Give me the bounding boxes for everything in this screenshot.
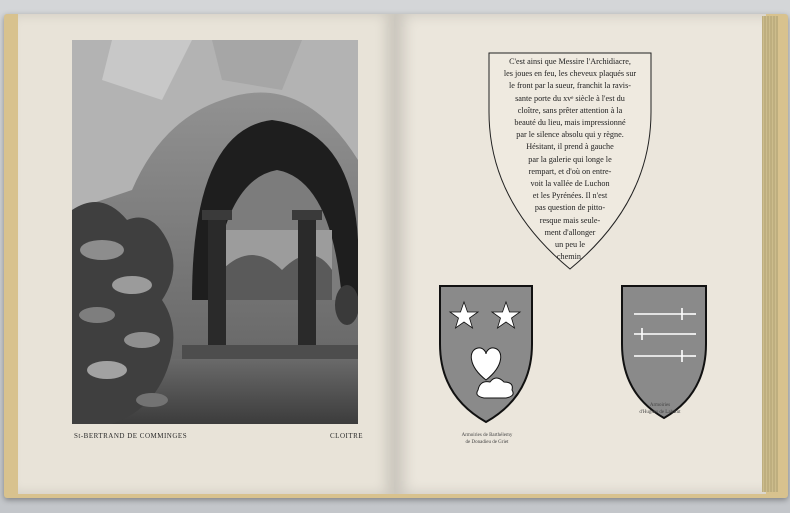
- shield-line: chemin.: [556, 252, 584, 262]
- photo-caption-title: CLOITRE: [330, 432, 364, 440]
- shield-line: C'est ainsi que Messire l'Archidiacre,: [509, 57, 631, 66]
- page-edges: [762, 16, 778, 492]
- shield-line: et les Pyrénées. Il n'est: [532, 191, 608, 201]
- arms-caption-donadieu: Armoiries de Barthélemy de Donadieu de Griet: [461, 433, 513, 445]
- shield-line: resque mais seule-: [539, 215, 601, 225]
- shield-line: par le silence absolu qui y règne.: [516, 130, 624, 140]
- shield-line: pas question de pitto-: [534, 203, 606, 213]
- coat-of-arms-donadieu: [438, 284, 534, 424]
- shield-paragraph: [488, 56, 652, 263]
- shield-line: rempart, et d'où on entre-: [528, 166, 612, 176]
- shield-line: sante porte du xvᵉ siècle à l'est du: [515, 93, 625, 103]
- shield-line: le front par la sueur, franchit la ravis-: [509, 81, 631, 91]
- arms-caption-labatut: Armoiries d'Hugues de Labatut: [639, 403, 681, 415]
- shield-line: un peu le: [554, 240, 585, 250]
- cloister-photo: [72, 40, 358, 424]
- shield-line: voit la vallée de Luchon: [530, 179, 610, 189]
- shield-line: les joues en feu, les cheveux plaqués sur: [503, 69, 637, 79]
- shield-line: Hésitant, il prend à gauche: [526, 142, 614, 152]
- photo-caption-location: St-BERTRAND DE COMMINGES: [74, 432, 188, 440]
- shield-line: ment d'allonger: [544, 227, 596, 237]
- shield-line: beauté du lieu, mais impressionné: [514, 118, 626, 128]
- text-shield: [488, 52, 652, 270]
- shield-line: par la galerie qui longe le: [528, 154, 612, 164]
- shield-line: cloître, sans prêter attention à la: [517, 105, 623, 115]
